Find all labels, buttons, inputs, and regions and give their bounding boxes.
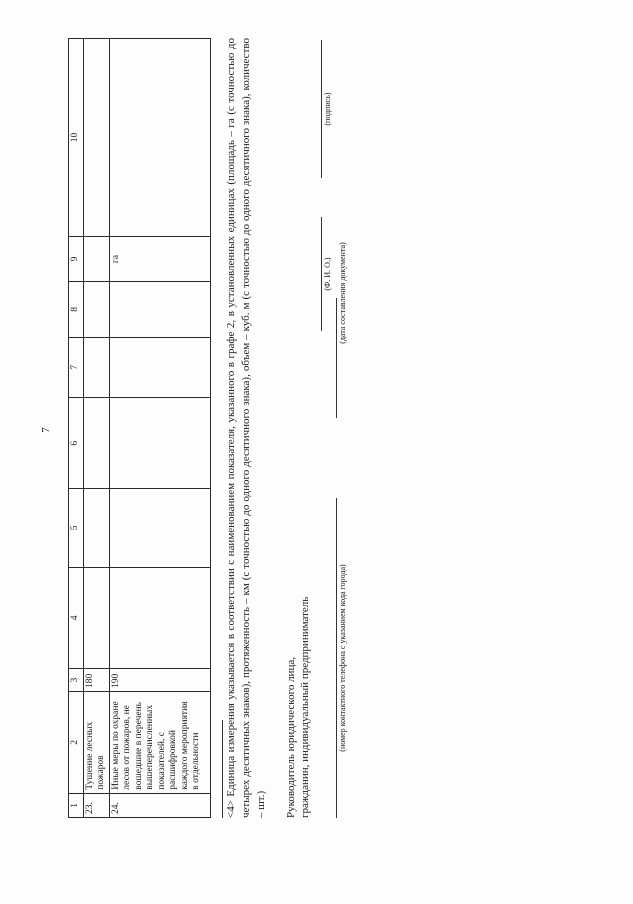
header-cell: 6 — [69, 398, 84, 489]
table-cell — [109, 398, 210, 489]
footnote-separator — [222, 720, 223, 818]
fio-caption: (Ф. И. О.) — [323, 257, 332, 291]
signatory-title — [284, 518, 312, 818]
table-cell — [109, 39, 210, 237]
date-caption: (дата составления документа) — [338, 242, 347, 344]
fio-line — [321, 217, 322, 331]
row-unit — [83, 236, 109, 281]
table-cell — [83, 39, 109, 237]
signature-caption: (подпись) — [323, 92, 332, 126]
table-row — [109, 39, 210, 818]
footnote: <4> Единица измерения указывается в соответствии с наименованием показателя, указанного в графе 2, в установленных единицах (площадь – га (с точностью до четырех десятичных знаков), протяженность – км (с точностью до одного десятичного знака), объем – куб. м (с точностью до одного десятичного знака), количество – шт.) — [225, 38, 267, 818]
header-cell: 8 — [69, 282, 84, 337]
header-cell: 1 — [69, 793, 84, 817]
row-name: Тушение лесных пожаров — [83, 691, 109, 793]
row-unit: га — [109, 236, 210, 281]
table-row — [83, 39, 109, 818]
table-cell — [109, 337, 210, 398]
table-header-row — [69, 39, 84, 818]
table-cell — [109, 282, 210, 337]
header-cell: 4 — [69, 567, 84, 669]
date-line — [336, 298, 337, 418]
rotated-page-content — [68, 38, 348, 818]
row-code: 190 — [109, 669, 210, 692]
row-number: 24. — [109, 793, 210, 817]
phone-caption: (номер контактного телефона с указанием кода города) — [338, 564, 347, 752]
signatory-line-1: Руководитель юридического лица, — [285, 657, 297, 818]
header-cell: 5 — [69, 489, 84, 567]
row-name: Иные меры по охране лесов от пожаров, не вошедшие в перечень вышеперечисленных показателей, с расшифровкой каждого мероприятия в отдельности — [109, 691, 210, 793]
table-cell — [83, 489, 109, 567]
signature-line — [321, 40, 322, 178]
report-table — [68, 38, 211, 818]
header-cell: 7 — [69, 337, 84, 398]
table-cell — [109, 567, 210, 669]
header-cell: 3 — [69, 669, 84, 692]
page-number: 7 — [40, 427, 52, 433]
header-cell: 9 — [69, 236, 84, 281]
phone-line — [336, 498, 337, 818]
header-cell: 2 — [69, 691, 84, 793]
signatory-line-2: гражданин, индивидуальный предприниматель — [299, 596, 311, 818]
table-cell — [83, 567, 109, 669]
table-cell — [83, 398, 109, 489]
table-cell — [109, 489, 210, 567]
table-cell — [83, 337, 109, 398]
header-cell: 10 — [69, 39, 84, 237]
row-code: 180 — [83, 669, 109, 692]
table-cell — [83, 282, 109, 337]
row-number: 23. — [83, 793, 109, 817]
